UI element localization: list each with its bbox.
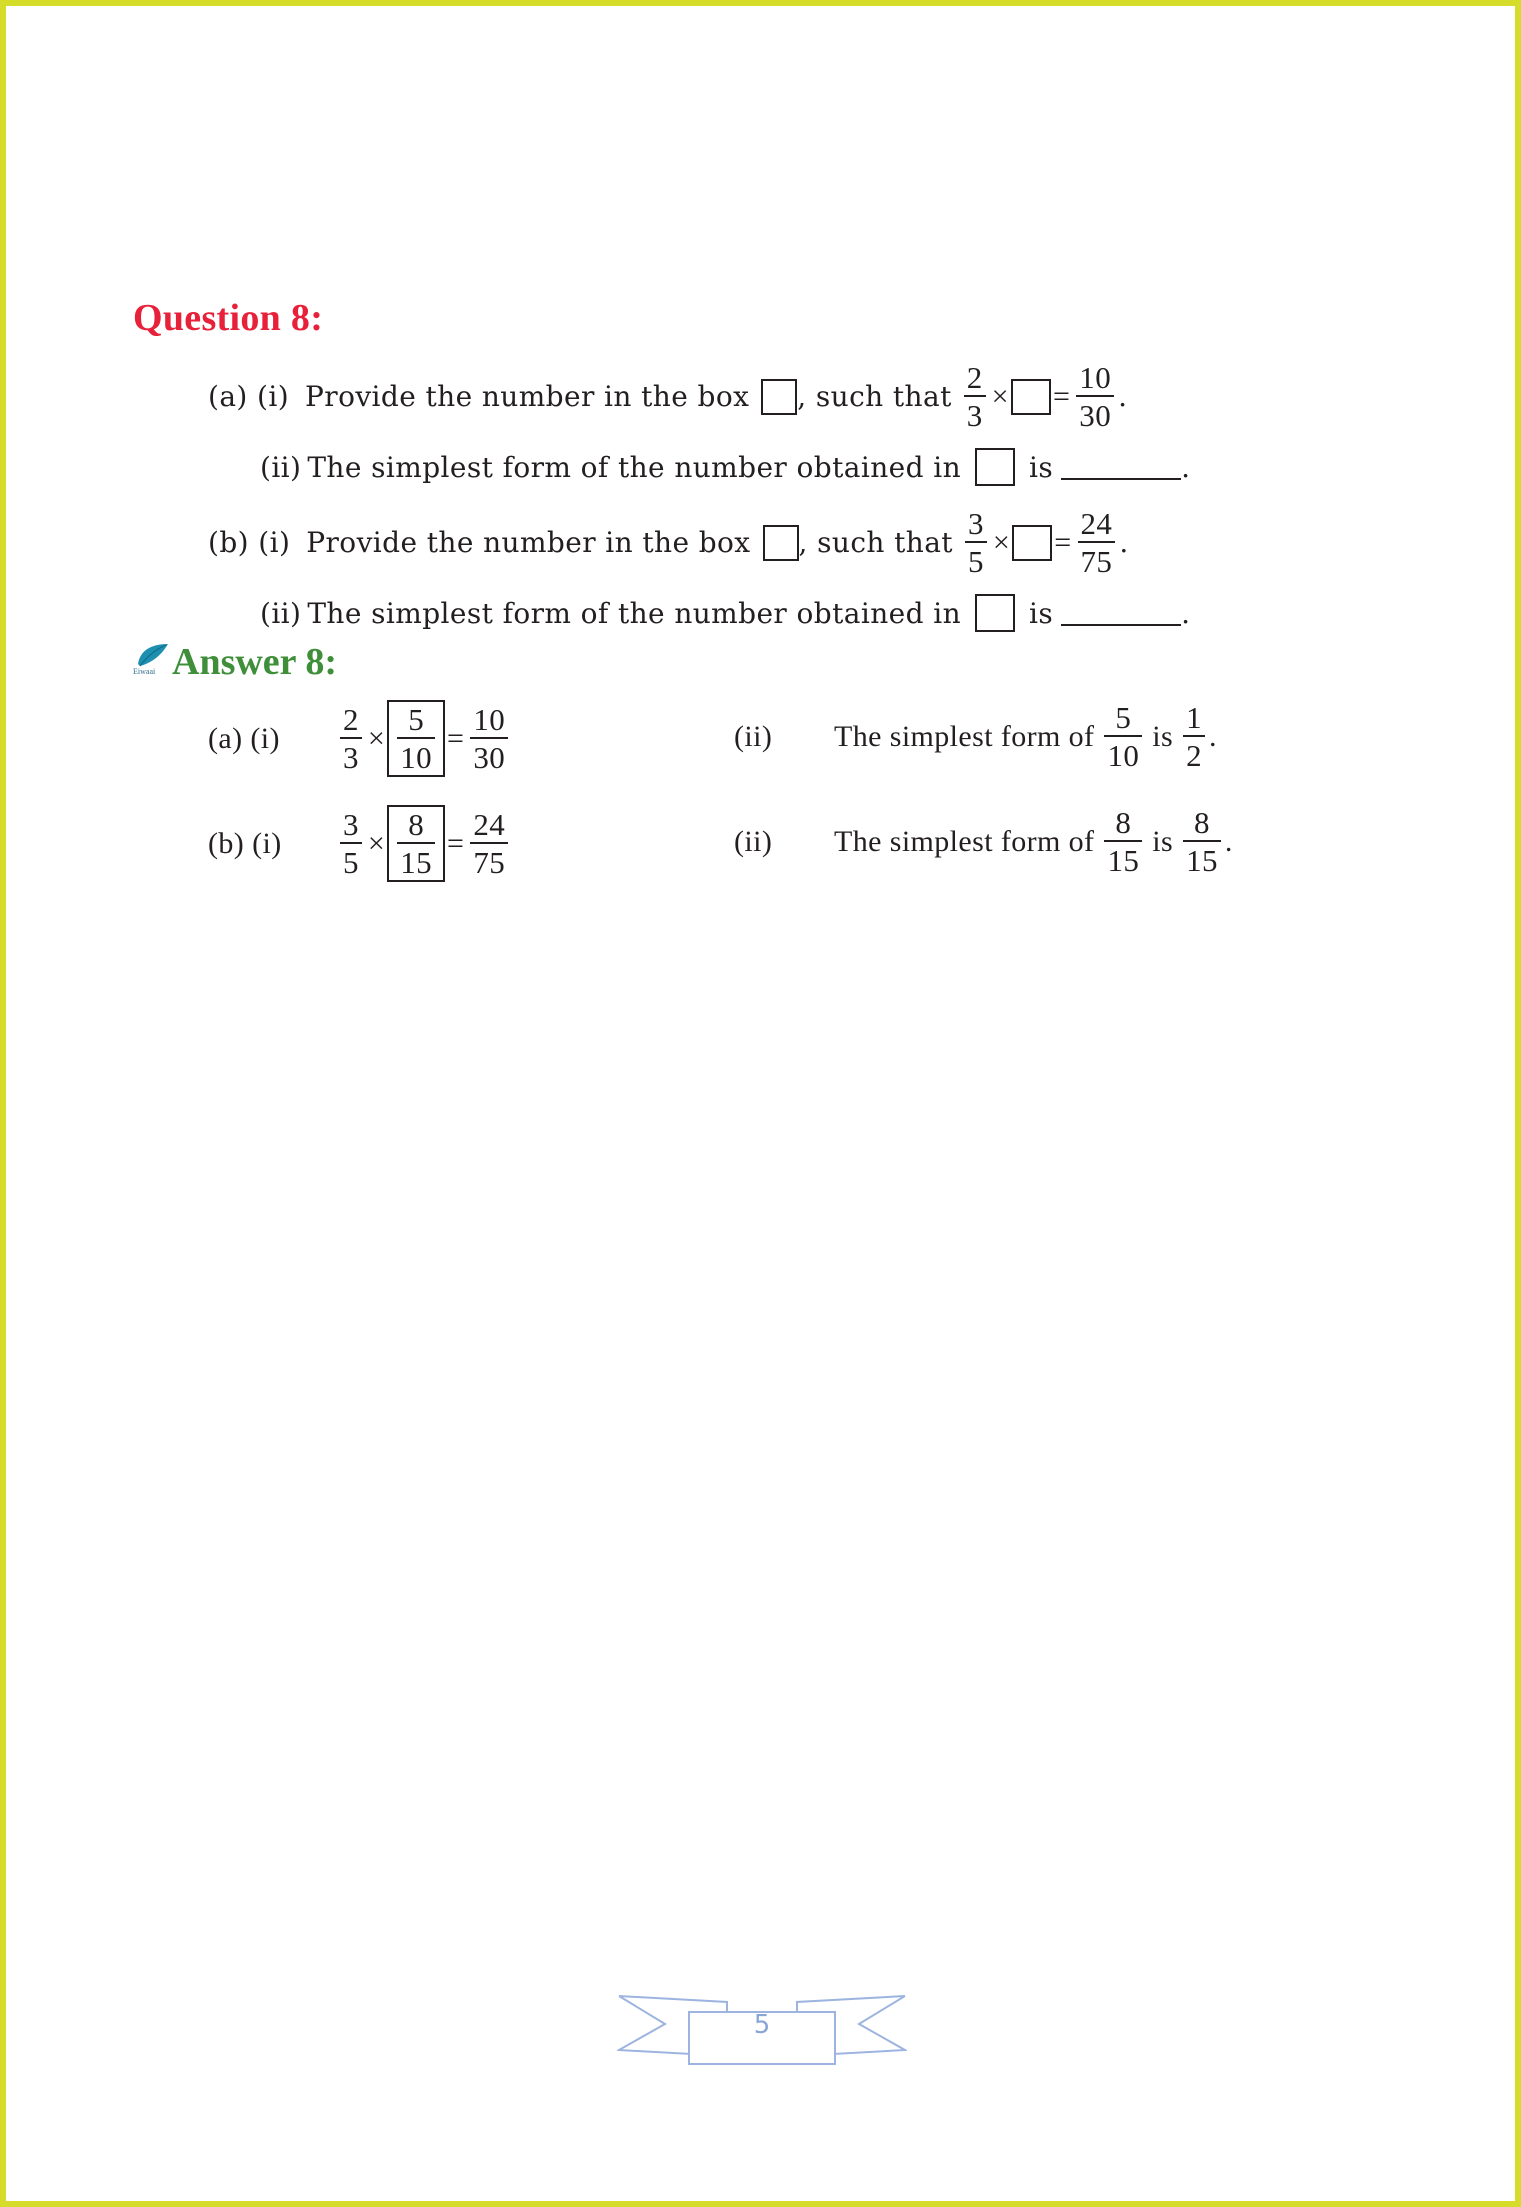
fraction: $\frac{3}{5}$	[965, 508, 987, 577]
fraction: $\frac{5}{10}$	[397, 704, 435, 773]
fraction: $\frac{8}{15}$	[397, 809, 435, 878]
item-label: (ii)	[734, 719, 773, 753]
answer-title: Answer 8:	[172, 641, 338, 683]
fraction: $\frac{5}{10}$	[1104, 702, 1142, 771]
fraction: $\frac{24}{75}$	[470, 809, 508, 878]
fraction: $\frac{24}{75}$	[1078, 508, 1116, 577]
prompt-text: Provide the number in the box	[305, 380, 750, 413]
times-sign: ×	[991, 379, 1009, 413]
prompt-text: The simplest form of the number obtained in	[307, 450, 962, 484]
equals-sign: =	[1054, 525, 1072, 559]
item-label: (b) (i)	[208, 826, 282, 860]
item-label: (a) (i)	[208, 721, 280, 755]
question-title: Question 8:	[133, 297, 324, 339]
item-label: (a) (i)	[208, 380, 290, 413]
prompt-text: Provide the number in the box	[306, 526, 751, 559]
answer-box	[761, 379, 797, 415]
fraction: $\frac{10}{30}$	[1076, 362, 1114, 431]
answer-box	[975, 594, 1015, 632]
equals-sign: =	[1052, 379, 1071, 413]
answer-a-i	[208, 700, 512, 777]
answer-b-ii: (ii) The simplest form of $\frac{8}{15}$ is $\frac{8}{15}$ .	[734, 805, 1233, 878]
times-sign: ×	[367, 721, 386, 755]
equals-sign: =	[447, 721, 465, 755]
answer-box	[1012, 525, 1052, 561]
page-number-ribbon	[617, 1990, 907, 2070]
question-b-i: (b) (i) Provide the number in the box , such that $\frac{3}{5}$ × = $\frac{24}{75}$ .	[208, 506, 1129, 579]
svg-text:Eiwaai: Eiwaai	[133, 667, 156, 676]
question-a-i: (a) (i) Provide the number in the box , such that $\frac{2}{3}$ × = $\frac{10}{30}$ .	[208, 360, 1128, 433]
boxed-answer	[387, 700, 445, 777]
boxed-answer	[387, 805, 445, 882]
answer-b-i	[208, 805, 512, 882]
fraction: $\frac{10}{30}$	[470, 704, 508, 773]
times-sign: ×	[992, 525, 1011, 559]
fill-blank	[1061, 454, 1181, 480]
leaf-logo-icon	[132, 640, 170, 676]
item-label: (ii)	[734, 824, 773, 858]
prompt-mid: , such that	[797, 380, 952, 413]
fraction: $\frac{8}{15}$	[1183, 807, 1221, 876]
prompt-mid: , such that	[798, 526, 953, 559]
answer-a-ii: (ii) The simplest form of $\frac{5}{10}$ is $\frac{1}{2}$ .	[734, 700, 1217, 773]
answer-box	[975, 448, 1015, 486]
question-a-ii: (ii) The simplest form of the number obtained in is .	[260, 448, 1190, 486]
fraction: $\frac{2}{3}$	[340, 704, 362, 773]
times-sign: ×	[367, 826, 386, 860]
question-b-ii: (ii) The simplest form of the number obtained in is .	[260, 594, 1190, 632]
item-label: (ii)	[260, 596, 302, 630]
fill-blank	[1061, 600, 1181, 626]
fraction: $\frac{3}{5}$	[340, 809, 362, 878]
fraction: $\frac{2}{3}$	[964, 362, 986, 431]
fraction: $\frac{1}{2}$	[1183, 702, 1205, 771]
fraction: $\frac{8}{15}$	[1104, 807, 1142, 876]
equals-sign: =	[447, 826, 465, 860]
answer-box	[1011, 379, 1051, 415]
page-number: 5	[753, 2010, 771, 2040]
prompt-text: The simplest form of the number obtained in	[307, 596, 962, 630]
item-label: (ii)	[260, 450, 302, 484]
item-label: (b) (i)	[208, 526, 291, 559]
answer-box	[763, 525, 799, 561]
